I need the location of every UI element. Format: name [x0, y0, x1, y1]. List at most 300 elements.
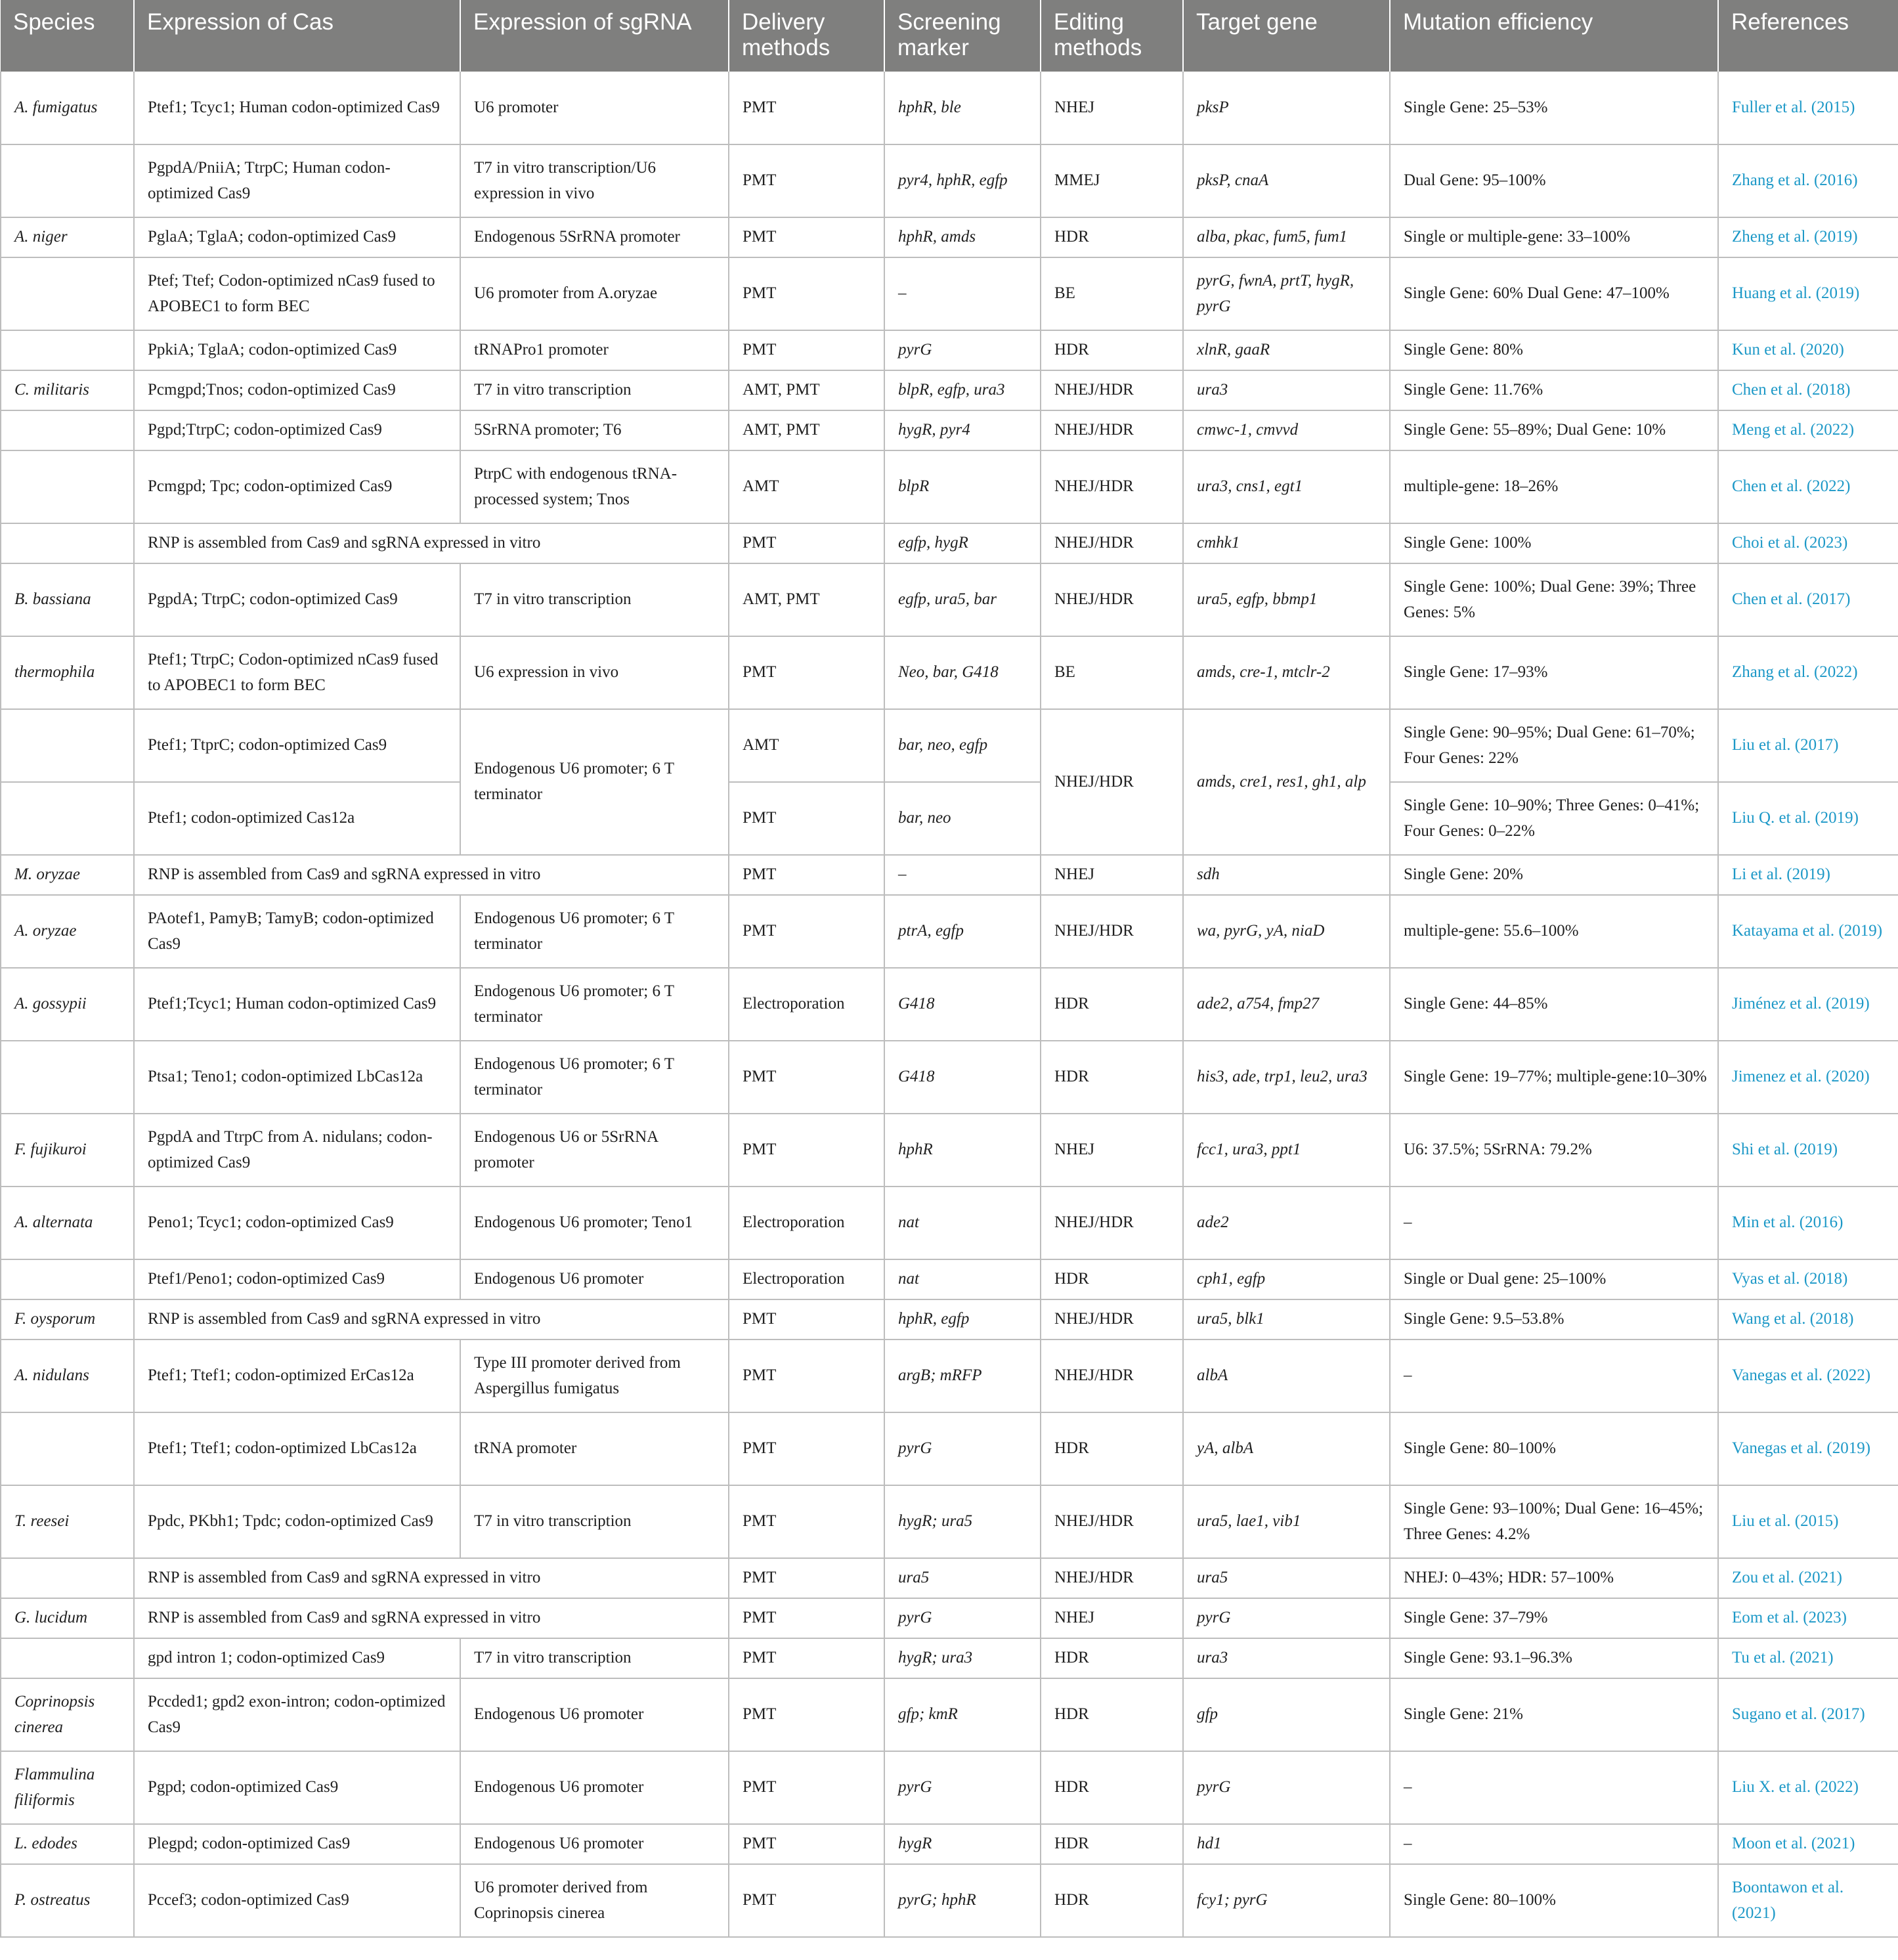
cas-expression-cell: Pccded1; gpd2 exon-intron; codon-optimized Cas9: [134, 1678, 460, 1751]
editing-cell: HDR: [1041, 968, 1183, 1041]
efficiency-cell: Single Gene: 44–85%: [1390, 968, 1718, 1041]
delivery-cell: Electroporation: [729, 1187, 884, 1259]
table-row: [1, 1824, 1898, 1864]
table-row: [1, 1485, 1898, 1558]
target-gene-cell: ura5: [1183, 1558, 1390, 1598]
marker-cell: pyr4, hphR, egfp: [884, 144, 1041, 217]
table-row: [1, 450, 1898, 523]
cas-expression-cell: PgpdA/PniiA; TtrpC; Human codon-optimized Cas9: [134, 144, 460, 217]
species-cell: A. gossypii: [1, 968, 134, 1041]
species-cell: [1, 1638, 134, 1678]
target-gene-cell: fcc1, ura3, ppt1: [1183, 1114, 1390, 1187]
cas-expression-cell: RNP is assembled from Cas9 and sgRNA expressed in vitro: [134, 1299, 729, 1339]
reference-link[interactable]: Zhang et al. (2022): [1718, 636, 1898, 709]
species-cell: B. bassiana: [1, 563, 134, 636]
marker-cell: pyrG: [884, 1412, 1041, 1485]
target-gene-cell: cmwc-1, cmvvd: [1183, 410, 1390, 450]
efficiency-cell: NHEJ: 0–43%; HDR: 57–100%: [1390, 1558, 1718, 1598]
marker-cell: pyrG: [884, 1598, 1041, 1638]
target-gene-cell: pyrG, fwnA, prtT, hygR, pyrG: [1183, 257, 1390, 330]
cas-expression-cell: RNP is assembled from Cas9 and sgRNA expressed in vitro: [134, 1558, 729, 1598]
target-gene-cell: ura3: [1183, 1638, 1390, 1678]
species-cell: M. oryzae: [1, 855, 134, 895]
delivery-cell: PMT: [729, 523, 884, 563]
efficiency-cell: Single Gene: 37–79%: [1390, 1598, 1718, 1638]
species-cell: A. nidulans: [1, 1339, 134, 1412]
cas-expression-cell: Pgpd;TtrpC; codon-optimized Cas9: [134, 410, 460, 450]
table-row: [1, 1558, 1898, 1598]
marker-cell: pyrG: [884, 1751, 1041, 1824]
delivery-cell: PMT: [729, 330, 884, 370]
cas-expression-cell: RNP is assembled from Cas9 and sgRNA expressed in vitro: [134, 1598, 729, 1638]
table-row: [1, 1638, 1898, 1678]
header-references: References: [1718, 0, 1898, 72]
delivery-cell: PMT: [729, 1412, 884, 1485]
species-cell: [1, 1412, 134, 1485]
sgrna-expression-cell: Endogenous U6 or 5SrRNA promoter: [460, 1114, 729, 1187]
reference-link[interactable]: Katayama et al. (2019): [1718, 895, 1898, 968]
editing-cell: HDR: [1041, 1678, 1183, 1751]
header-mutation-efficiency: Mutation efficiency: [1390, 0, 1718, 72]
delivery-cell: PMT: [729, 855, 884, 895]
editing-cell: NHEJ/HDR: [1041, 563, 1183, 636]
species-cell: A. niger: [1, 217, 134, 257]
delivery-cell: PMT: [729, 217, 884, 257]
editing-cell: HDR: [1041, 1638, 1183, 1678]
table-row: [1, 968, 1898, 1041]
sgrna-expression-cell: PtrpC with endogenous tRNA-processed system; Tnos: [460, 450, 729, 523]
marker-cell: egfp, hygR: [884, 523, 1041, 563]
target-gene-cell: albA: [1183, 1339, 1390, 1412]
species-cell: [1, 330, 134, 370]
sgrna-expression-cell: tRNA promoter: [460, 1412, 729, 1485]
target-gene-cell: xlnR, gaaR: [1183, 330, 1390, 370]
editing-cell: HDR: [1041, 1041, 1183, 1114]
target-gene-cell: his3, ade, trp1, leu2, ura3: [1183, 1041, 1390, 1114]
efficiency-cell: –: [1390, 1824, 1718, 1864]
efficiency-cell: Single Gene: 9.5–53.8%: [1390, 1299, 1718, 1339]
species-cell: A. alternata: [1, 1187, 134, 1259]
efficiency-cell: Single Gene: 10–90%; Three Genes: 0–41%; Four Genes: 0–22%: [1390, 782, 1718, 855]
marker-cell: hygR: [884, 1824, 1041, 1864]
editing-cell: NHEJ/HDR: [1041, 895, 1183, 968]
table-row: [1, 257, 1898, 330]
target-gene-cell: ura3: [1183, 370, 1390, 410]
efficiency-cell: –: [1390, 1187, 1718, 1259]
cas-expression-cell: gpd intron 1; codon-optimized Cas9: [134, 1638, 460, 1678]
marker-cell: pyrG; hphR: [884, 1864, 1041, 1937]
reference-link[interactable]: Boontawon et al. (2021): [1718, 1864, 1898, 1937]
sgrna-expression-cell: T7 in vitro transcription/U6 expression in vivo: [460, 144, 729, 217]
sgrna-expression-cell: T7 in vitro transcription: [460, 563, 729, 636]
delivery-cell: PMT: [729, 636, 884, 709]
sgrna-expression-cell: Endogenous 5SrRNA promoter: [460, 217, 729, 257]
cas-expression-cell: Ptef1; Ttef1; codon-optimized ErCas12a: [134, 1339, 460, 1412]
marker-cell: hphR: [884, 1114, 1041, 1187]
delivery-cell: AMT, PMT: [729, 370, 884, 410]
delivery-cell: AMT: [729, 709, 884, 782]
table-row: [1, 636, 1898, 709]
editing-cell: NHEJ/HDR: [1041, 1187, 1183, 1259]
marker-cell: egfp, ura5, bar: [884, 563, 1041, 636]
table-row: [1, 217, 1898, 257]
species-cell: G. lucidum: [1, 1598, 134, 1638]
efficiency-cell: Dual Gene: 95–100%: [1390, 144, 1718, 217]
editing-cell: NHEJ/HDR: [1041, 370, 1183, 410]
cas-expression-cell: Ptef1/Peno1; codon-optimized Cas9: [134, 1259, 460, 1299]
table-row: [1, 1187, 1898, 1259]
header-target-gene: Target gene: [1183, 0, 1390, 72]
marker-cell: bar, neo, egfp: [884, 709, 1041, 782]
reference-link[interactable]: Huang et al. (2019): [1718, 257, 1898, 330]
efficiency-cell: Single Gene: 93.1–96.3%: [1390, 1638, 1718, 1678]
reference-link[interactable]: Chen et al. (2018): [1718, 370, 1898, 410]
efficiency-cell: –: [1390, 1339, 1718, 1412]
table-row: [1, 410, 1898, 450]
table-row: [1, 1259, 1898, 1299]
sgrna-expression-cell: tRNAPro1 promoter: [460, 330, 729, 370]
species-cell: F. fujikuroi: [1, 1114, 134, 1187]
sgrna-expression-cell: U6 promoter derived from Coprinopsis cinerea: [460, 1864, 729, 1937]
delivery-cell: AMT: [729, 450, 884, 523]
target-gene-cell: amds, cre-1, mtclr-2: [1183, 636, 1390, 709]
species-cell: [1, 450, 134, 523]
target-gene-cell: sdh: [1183, 855, 1390, 895]
target-gene-cell: pyrG: [1183, 1751, 1390, 1824]
efficiency-cell: Single Gene: 60% Dual Gene: 47–100%: [1390, 257, 1718, 330]
editing-cell: NHEJ/HDR: [1041, 1339, 1183, 1412]
sgrna-expression-cell: Endogenous U6 promoter; 6 T terminator: [460, 968, 729, 1041]
table-row: [1, 1864, 1898, 1937]
sgrna-expression-cell: Endogenous U6 promoter; 6 T terminator: [460, 895, 729, 968]
marker-cell: blpR: [884, 450, 1041, 523]
reference-link[interactable]: Moon et al. (2021): [1718, 1824, 1898, 1864]
delivery-cell: PMT: [729, 144, 884, 217]
species-cell: [1, 257, 134, 330]
delivery-cell: PMT: [729, 1864, 884, 1937]
editing-cell: BE: [1041, 257, 1183, 330]
target-gene-cell: cmhk1: [1183, 523, 1390, 563]
delivery-cell: PMT: [729, 1114, 884, 1187]
sgrna-expression-cell: Endogenous U6 promoter: [460, 1259, 729, 1299]
reference-link[interactable]: Chen et al. (2017): [1718, 563, 1898, 636]
marker-cell: G418: [884, 1041, 1041, 1114]
header-species: Species: [1, 0, 134, 72]
table-row: [1, 370, 1898, 410]
table-row: [1, 1678, 1898, 1751]
efficiency-cell: Single Gene: 55–89%; Dual Gene: 10%: [1390, 410, 1718, 450]
species-cell: A. fumigatus: [1, 72, 134, 144]
reference-link[interactable]: Kun et al. (2020): [1718, 330, 1898, 370]
efficiency-cell: Single Gene: 11.76%: [1390, 370, 1718, 410]
species-cell: [1, 1558, 134, 1598]
marker-cell: –: [884, 257, 1041, 330]
editing-cell: NHEJ/HDR: [1041, 1558, 1183, 1598]
species-cell: A. oryzae: [1, 895, 134, 968]
reference-link[interactable]: Shi et al. (2019): [1718, 1114, 1898, 1187]
marker-cell: hphR, amds: [884, 217, 1041, 257]
editing-cell: NHEJ/HDR: [1041, 450, 1183, 523]
cas-expression-cell: Ppdc, PKbh1; Tpdc; codon-optimized Cas9: [134, 1485, 460, 1558]
editing-cell: HDR: [1041, 1751, 1183, 1824]
editing-cell: HDR: [1041, 217, 1183, 257]
editing-cell: NHEJ/HDR: [1041, 1485, 1183, 1558]
cas-expression-cell: Ptef1; codon-optimized Cas12a: [134, 782, 460, 855]
header-delivery-methods: Delivery methods: [729, 0, 884, 72]
efficiency-cell: Single Gene: 100%: [1390, 523, 1718, 563]
cas-expression-cell: Ptef1; TtrpC; Codon-optimized nCas9 fused to APOBEC1 to form BEC: [134, 636, 460, 709]
table-row: [1, 1041, 1898, 1114]
table-row: [1, 1114, 1898, 1187]
efficiency-cell: U6: 37.5%; 5SrRNA: 79.2%: [1390, 1114, 1718, 1187]
marker-cell: pyrG: [884, 330, 1041, 370]
reference-link[interactable]: Zheng et al. (2019): [1718, 217, 1898, 257]
delivery-cell: PMT: [729, 1339, 884, 1412]
delivery-cell: PMT: [729, 782, 884, 855]
sgrna-expression-cell: Endogenous U6 promoter: [460, 1751, 729, 1824]
header-expression-of-sgrna: Expression of sgRNA: [460, 0, 729, 72]
header-editing-methods: Editing methods: [1041, 0, 1183, 72]
sgrna-expression-cell: T7 in vitro transcription: [460, 370, 729, 410]
species-cell: F. oysporum: [1, 1299, 134, 1339]
marker-cell: ptrA, egfp: [884, 895, 1041, 968]
cas-expression-cell: Ptef; Ttef; Codon-optimized nCas9 fused to APOBEC1 to form BEC: [134, 257, 460, 330]
cas-expression-cell: Pgpd; codon-optimized Cas9: [134, 1751, 460, 1824]
target-gene-cell: pyrG: [1183, 1598, 1390, 1638]
cas-expression-cell: Ptef1; TtprC; codon-optimized Cas9: [134, 709, 460, 782]
editing-cell: NHEJ: [1041, 72, 1183, 144]
reference-link[interactable]: Liu et al. (2015): [1718, 1485, 1898, 1558]
editing-cell: NHEJ: [1041, 1598, 1183, 1638]
species-cell: Coprinopsis cinerea: [1, 1678, 134, 1751]
reference-link[interactable]: Vanegas et al. (2022): [1718, 1339, 1898, 1412]
delivery-cell: PMT: [729, 257, 884, 330]
target-gene-cell: hd1: [1183, 1824, 1390, 1864]
delivery-cell: PMT: [729, 1299, 884, 1339]
marker-cell: nat: [884, 1187, 1041, 1259]
reference-link[interactable]: Sugano et al. (2017): [1718, 1678, 1898, 1751]
efficiency-cell: Single Gene: 19–77%; multiple-gene:10–30%: [1390, 1041, 1718, 1114]
table-row: [1, 709, 1898, 782]
cas-expression-cell: Ptef1; Tcyc1; Human codon-optimized Cas9: [134, 72, 460, 144]
table-row: [1, 895, 1898, 968]
efficiency-cell: Single Gene: 80–100%: [1390, 1412, 1718, 1485]
species-cell: Flammulina filiformis: [1, 1751, 134, 1824]
table-row: [1, 523, 1898, 563]
target-gene-cell: ura5, lae1, vib1: [1183, 1485, 1390, 1558]
cas-expression-cell: PglaA; TglaA; codon-optimized Cas9: [134, 217, 460, 257]
editing-cell: MMEJ: [1041, 144, 1183, 217]
efficiency-cell: Single Gene: 20%: [1390, 855, 1718, 895]
cas-expression-cell: Pcmgpd;Tnos; codon-optimized Cas9: [134, 370, 460, 410]
reference-link[interactable]: Zhang et al. (2016): [1718, 144, 1898, 217]
reference-link[interactable]: Liu X. et al. (2022): [1718, 1751, 1898, 1824]
delivery-cell: PMT: [729, 1751, 884, 1824]
delivery-cell: PMT: [729, 1558, 884, 1598]
sgrna-expression-cell: Endogenous U6 promoter: [460, 1824, 729, 1864]
sgrna-expression-cell: Endogenous U6 promoter; 6 T terminator: [460, 1041, 729, 1114]
sgrna-expression-cell: 5SrRNA promoter; T6: [460, 410, 729, 450]
marker-cell: bar, neo: [884, 782, 1041, 855]
table-row: [1, 1339, 1898, 1412]
delivery-cell: Electroporation: [729, 968, 884, 1041]
reference-link[interactable]: Zou et al. (2021): [1718, 1558, 1898, 1598]
species-cell: [1, 1259, 134, 1299]
sgrna-expression-cell: U6 promoter from A.oryzae: [460, 257, 729, 330]
delivery-cell: PMT: [729, 1485, 884, 1558]
reference-link[interactable]: Vyas et al. (2018): [1718, 1259, 1898, 1299]
editing-cell: HDR: [1041, 1259, 1183, 1299]
species-cell: L. edodes: [1, 1824, 134, 1864]
sgrna-expression-cell: T7 in vitro transcription: [460, 1638, 729, 1678]
cas-expression-cell: Ptsa1; Teno1; codon-optimized LbCas12a: [134, 1041, 460, 1114]
reference-link[interactable]: Wang et al. (2018): [1718, 1299, 1898, 1339]
marker-cell: hphR, ble: [884, 72, 1041, 144]
reference-link[interactable]: Meng et al. (2022): [1718, 410, 1898, 450]
table-row: [1, 855, 1898, 895]
editing-cell: NHEJ/HDR: [1041, 523, 1183, 563]
editing-cell: NHEJ/HDR: [1041, 410, 1183, 450]
table-row: [1, 1598, 1898, 1638]
delivery-cell: PMT: [729, 895, 884, 968]
cas-expression-cell: RNP is assembled from Cas9 and sgRNA expressed in vitro: [134, 523, 729, 563]
reference-link[interactable]: Li et al. (2019): [1718, 855, 1898, 895]
reference-link[interactable]: Tu et al. (2021): [1718, 1638, 1898, 1678]
target-gene-cell: amds, cre1, res1, gh1, alp: [1183, 709, 1390, 855]
cas-expression-cell: PgpdA; TtrpC; codon-optimized Cas9: [134, 563, 460, 636]
species-cell: [1, 1041, 134, 1114]
species-cell: [1, 782, 134, 855]
efficiency-cell: multiple-gene: 18–26%: [1390, 450, 1718, 523]
marker-cell: G418: [884, 968, 1041, 1041]
cas-expression-cell: Ptef1;Tcyc1; Human codon-optimized Cas9: [134, 968, 460, 1041]
editing-cell: BE: [1041, 636, 1183, 709]
efficiency-cell: Single or multiple-gene: 33–100%: [1390, 217, 1718, 257]
editing-cell: HDR: [1041, 1864, 1183, 1937]
efficiency-cell: Single Gene: 80%: [1390, 330, 1718, 370]
target-gene-cell: ade2, a754, fmp27: [1183, 968, 1390, 1041]
target-gene-cell: fcy1; pyrG: [1183, 1864, 1390, 1937]
editing-cell: NHEJ: [1041, 1114, 1183, 1187]
delivery-cell: AMT, PMT: [729, 410, 884, 450]
marker-cell: hygR; ura5: [884, 1485, 1041, 1558]
target-gene-cell: ura3, cns1, egt1: [1183, 450, 1390, 523]
reference-link[interactable]: Liu Q. et al. (2019): [1718, 782, 1898, 855]
marker-cell: Neo, bar, G418: [884, 636, 1041, 709]
efficiency-cell: Single or Dual gene: 25–100%: [1390, 1259, 1718, 1299]
cas-expression-cell: PpkiA; TglaA; codon-optimized Cas9: [134, 330, 460, 370]
cas-expression-cell: Ptef1; Ttef1; codon-optimized LbCas12a: [134, 1412, 460, 1485]
target-gene-cell: pksP: [1183, 72, 1390, 144]
target-gene-cell: gfp: [1183, 1678, 1390, 1751]
efficiency-cell: multiple-gene: 55.6–100%: [1390, 895, 1718, 968]
delivery-cell: Electroporation: [729, 1259, 884, 1299]
table-row: [1, 782, 1898, 855]
editing-cell: NHEJ/HDR: [1041, 709, 1183, 855]
target-gene-cell: ade2: [1183, 1187, 1390, 1259]
delivery-cell: PMT: [729, 1598, 884, 1638]
marker-cell: gfp; kmR: [884, 1678, 1041, 1751]
cas-expression-cell: Pcmgpd; Tpc; codon-optimized Cas9: [134, 450, 460, 523]
target-gene-cell: alba, pkac, fum5, fum1: [1183, 217, 1390, 257]
reference-link[interactable]: Jimenez et al. (2020): [1718, 1041, 1898, 1114]
efficiency-cell: Single Gene: 21%: [1390, 1678, 1718, 1751]
species-cell: thermophila: [1, 636, 134, 709]
efficiency-cell: Single Gene: 80–100%: [1390, 1864, 1718, 1937]
editing-cell: HDR: [1041, 1412, 1183, 1485]
editing-cell: NHEJ: [1041, 855, 1183, 895]
cas-expression-cell: Pccef3; codon-optimized Cas9: [134, 1864, 460, 1937]
efficiency-cell: Single Gene: 90–95%; Dual Gene: 61–70%; Four Genes: 22%: [1390, 709, 1718, 782]
species-cell: C. militaris: [1, 370, 134, 410]
sgrna-expression-cell: U6 expression in vivo: [460, 636, 729, 709]
reference-link[interactable]: Choi et al. (2023): [1718, 523, 1898, 563]
sgrna-expression-cell: Type III promoter derived from Aspergillus fumigatus: [460, 1339, 729, 1412]
table-row: [1, 1299, 1898, 1339]
delivery-cell: PMT: [729, 1824, 884, 1864]
efficiency-cell: Single Gene: 93–100%; Dual Gene: 16–45%; Three Genes: 4.2%: [1390, 1485, 1718, 1558]
marker-cell: nat: [884, 1259, 1041, 1299]
efficiency-cell: –: [1390, 1751, 1718, 1824]
sgrna-expression-cell: U6 promoter: [460, 72, 729, 144]
table-row: [1, 1751, 1898, 1824]
delivery-cell: PMT: [729, 1638, 884, 1678]
reference-link[interactable]: Liu et al. (2017): [1718, 709, 1898, 782]
marker-cell: hphR, egfp: [884, 1299, 1041, 1339]
sgrna-expression-cell: Endogenous U6 promoter; Teno1: [460, 1187, 729, 1259]
cas-expression-cell: Plegpd; codon-optimized Cas9: [134, 1824, 460, 1864]
sgrna-expression-cell: T7 in vitro transcription: [460, 1485, 729, 1558]
cas-expression-cell: RNP is assembled from Cas9 and sgRNA expressed in vitro: [134, 855, 729, 895]
delivery-cell: AMT, PMT: [729, 563, 884, 636]
efficiency-cell: Single Gene: 17–93%: [1390, 636, 1718, 709]
target-gene-cell: yA, albA: [1183, 1412, 1390, 1485]
cas-expression-cell: PAotef1, PamyB; TamyB; codon-optimized Cas9: [134, 895, 460, 968]
header-row: [1, 0, 1898, 72]
editing-cell: NHEJ/HDR: [1041, 1299, 1183, 1339]
species-cell: T. reesei: [1, 1485, 134, 1558]
marker-cell: ura5: [884, 1558, 1041, 1598]
species-cell: [1, 144, 134, 217]
reference-link[interactable]: Jiménez et al. (2019): [1718, 968, 1898, 1041]
table-row: [1, 144, 1898, 217]
delivery-cell: PMT: [729, 72, 884, 144]
target-gene-cell: pksP, cnaA: [1183, 144, 1390, 217]
table-row: [1, 1412, 1898, 1485]
marker-cell: hygR, pyr4: [884, 410, 1041, 450]
species-cell: P. ostreatus: [1, 1864, 134, 1937]
table-row: [1, 563, 1898, 636]
marker-cell: blpR, egfp, ura3: [884, 370, 1041, 410]
reference-link[interactable]: Min et al. (2016): [1718, 1187, 1898, 1259]
delivery-cell: PMT: [729, 1041, 884, 1114]
sgrna-expression-cell: Endogenous U6 promoter; 6 T terminator: [460, 709, 729, 855]
marker-cell: argB; mRFP: [884, 1339, 1041, 1412]
reference-link[interactable]: Vanegas et al. (2019): [1718, 1412, 1898, 1485]
delivery-cell: PMT: [729, 1678, 884, 1751]
efficiency-cell: Single Gene: 25–53%: [1390, 72, 1718, 144]
marker-cell: hygR; ura3: [884, 1638, 1041, 1678]
reference-link[interactable]: Eom et al. (2023): [1718, 1598, 1898, 1638]
target-gene-cell: cph1, egfp: [1183, 1259, 1390, 1299]
table-row: [1, 72, 1898, 144]
marker-cell: –: [884, 855, 1041, 895]
cas-expression-cell: PgpdA and TtrpC from A. nidulans; codon-optimized Cas9: [134, 1114, 460, 1187]
reference-link[interactable]: Chen et al. (2022): [1718, 450, 1898, 523]
efficiency-cell: Single Gene: 100%; Dual Gene: 39%; Three Genes: 5%: [1390, 563, 1718, 636]
table-row: [1, 330, 1898, 370]
reference-link[interactable]: Fuller et al. (2015): [1718, 72, 1898, 144]
